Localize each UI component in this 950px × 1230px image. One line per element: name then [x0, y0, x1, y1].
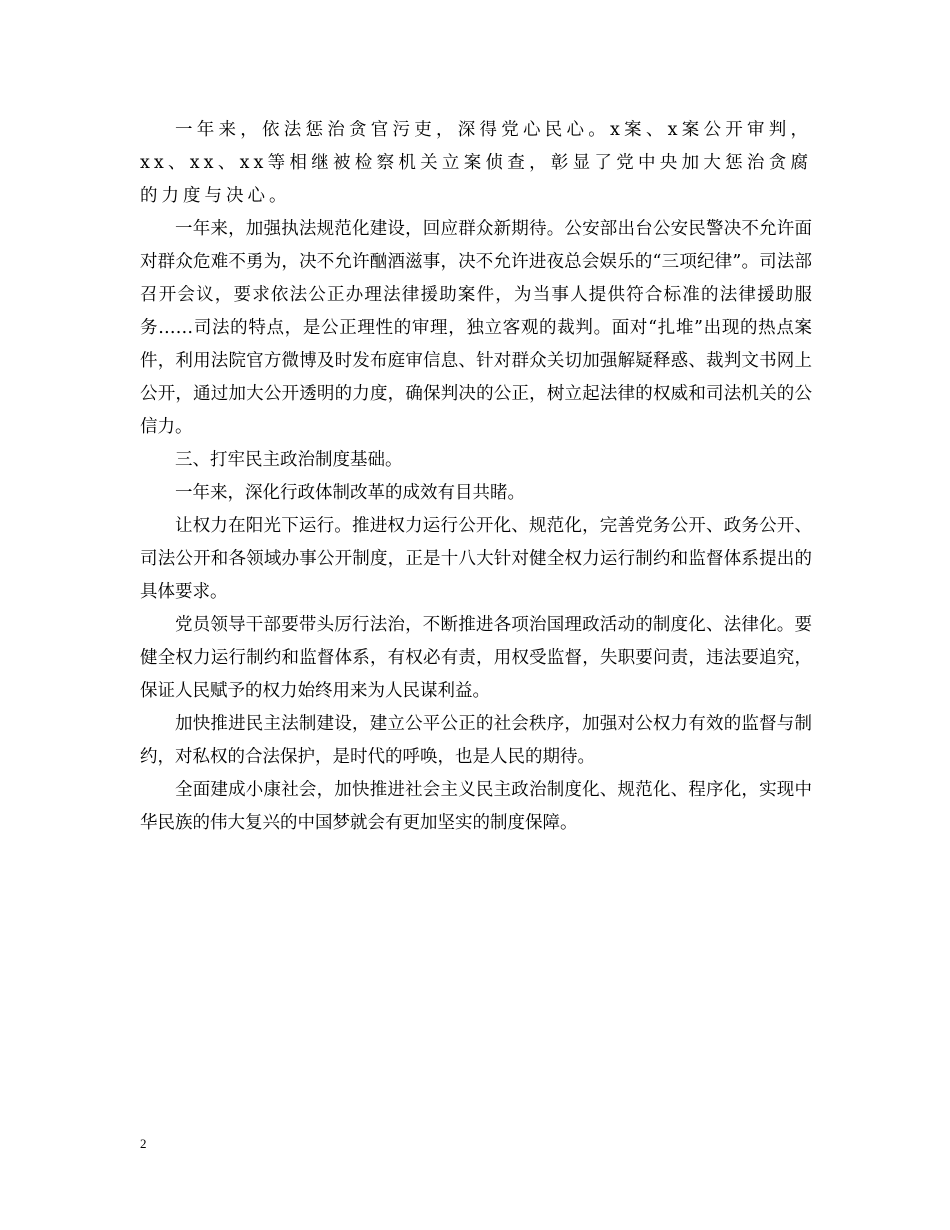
paragraph-5: 党员领导干部要带头厉行法治，不断推进各项治国理政活动的制度化、法律化。要健全权力运行制约和监督体系，有权必有责，用权受监督，失职要问责，违法要追究，保证人民赋予的权力始终用来为人民谋利益。 [140, 615, 812, 701]
page-number: 2 [140, 1136, 147, 1151]
document-body [140, 114, 812, 840]
paragraph-1: 一年来，依法惩治贪官污吏，深得党心民心。x案、x案公开审判，xx、xx、xx等相继被检察机关立案侦查，彰显了党中央加大惩治贪腐的力度与决心。 [140, 120, 812, 206]
section-heading: 三、打牢民主政治制度基础。 [175, 450, 403, 470]
paragraph-3: 一年来，深化行政体制改革的成效有目共睹。 [175, 483, 525, 503]
paragraph-4: 让权力在阳光下运行。推进权力运行公开化、规范化，完善党务公开、政务公开、司法公开和各领域办事公开制度，正是十八大针对健全权力运行制约和监督体系提出的具体要求。 [140, 516, 812, 602]
paragraph-7: 全面建成小康社会，加快推进社会主义民主政治制度化、规范化、程序化，实现中华民族的伟大复兴的中国梦就会有更加坚实的制度保障。 [140, 780, 812, 833]
paragraph-2: 一年来，加强执法规范化建设，回应群众新期待。公安部出台公安民警决不允许面对群众危难不勇为，决不允许酗酒滋事，决不允许进夜总会娱乐的“三项纪律”。司法部召开会议，要求依法公正办理法律援助案件，为当事人提供符合标准的法律援助服务……司法的特点，是公正理性的审理，独立客观的裁判。面对“扎堆”出现的热点案件，利用法院官方微博及时发布庭审信息、针对群众关切加强解疑释惑、裁判文书网上公开，通过加大公开透明的力度，确保判决的公正，树立起法律的权威和司法机关的公信力。 [140, 219, 812, 437]
paragraph-6: 加快推进民主法制建设，建立公平公正的社会秩序，加强对公权力有效的监督与制约，对私权的合法保护，是时代的呼唤，也是人民的期待。 [140, 714, 812, 767]
